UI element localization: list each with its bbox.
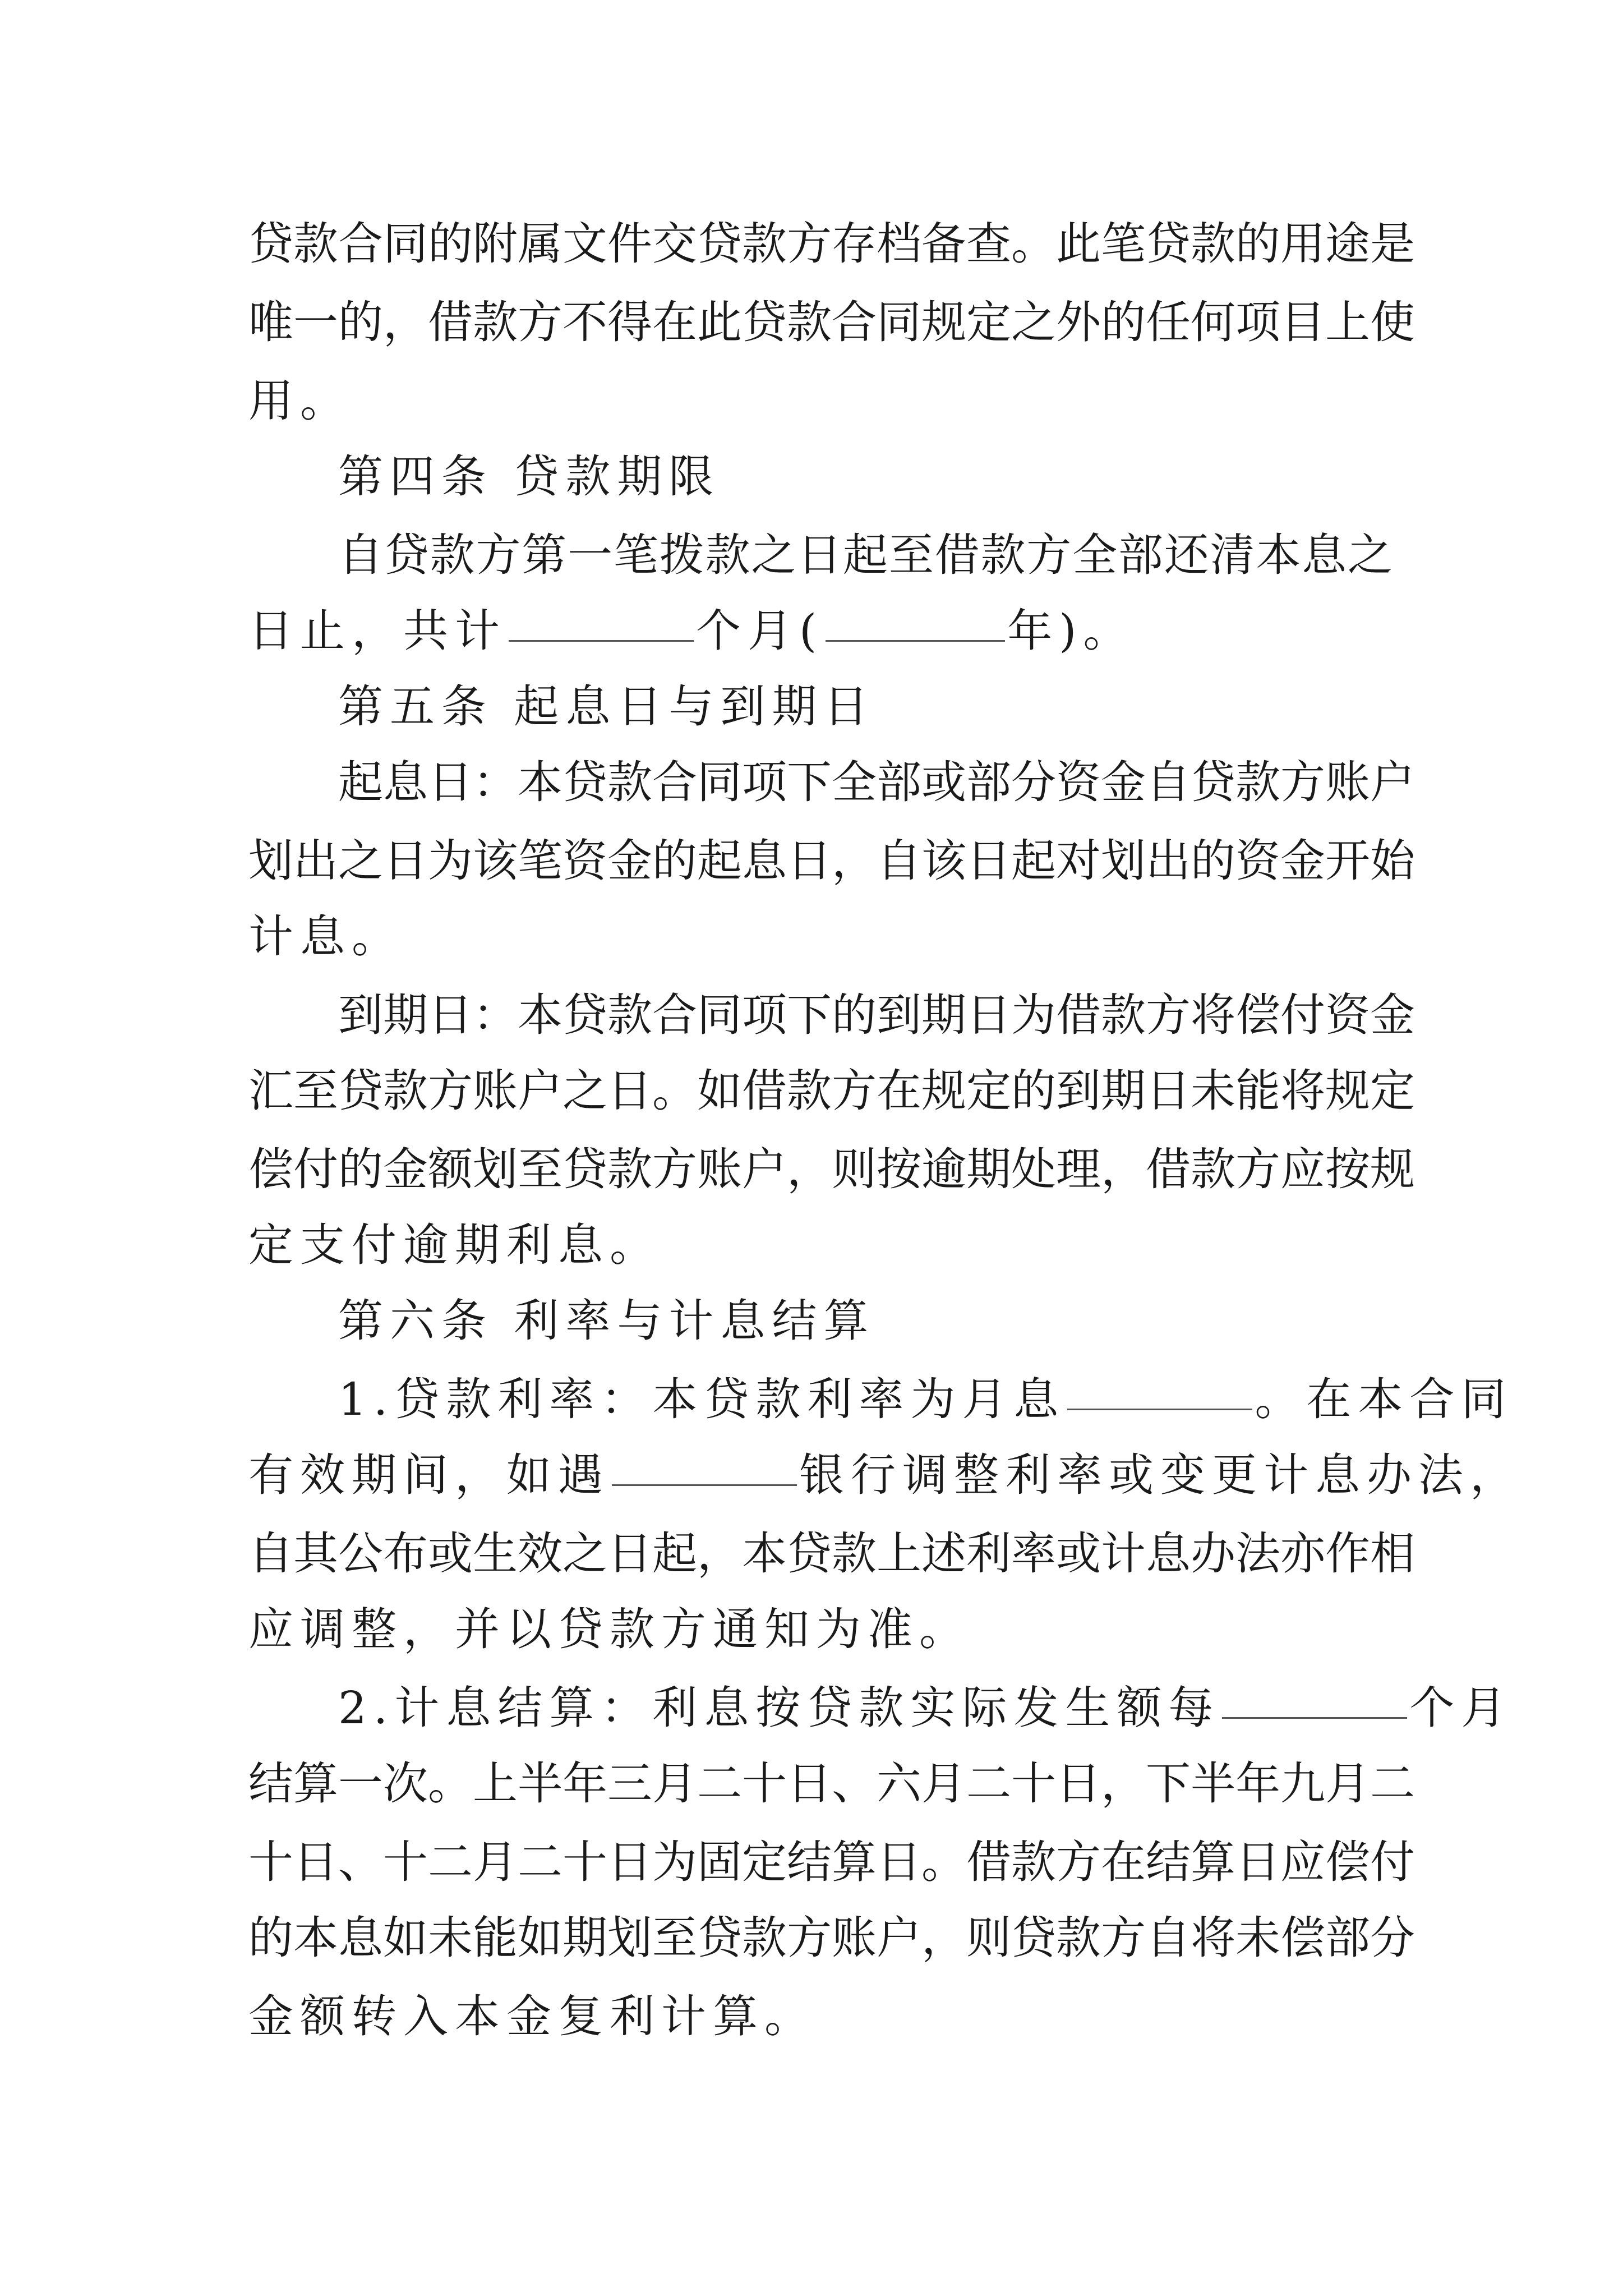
text-segment: 年)。 — [1007, 605, 1135, 657]
paragraph-line: 划出之日为该笔资金的起息日，自该日起对划出的资金开始 — [248, 835, 1415, 887]
paragraph-line: 金额转入本金复利计算。 — [248, 1990, 816, 2042]
paragraph-line: 十日、十二月二十日为固定结算日。借款方在结算日应偿付 — [248, 1836, 1415, 1888]
paragraph-line: 自其公布或生效之日起，本贷款上述利率或计息办法亦作相 — [248, 1527, 1415, 1580]
fill-in-blank-months[interactable] — [509, 639, 694, 642]
paragraph-line-with-blank — [248, 1436, 1521, 1515]
fill-in-blank-years[interactable] — [826, 639, 1005, 642]
paragraph-line: 定支付逾期利息。 — [248, 1219, 661, 1271]
text-segment: 有效期间，如遇 — [248, 1449, 610, 1501]
paragraph-line: 的本息如未能如期划至贷款方账户，则贷款方自将未偿部分 — [248, 1912, 1415, 1964]
section-heading-article-5: 第五条 起息日与到期日 — [338, 680, 875, 733]
fill-in-blank-monthly-interest[interactable] — [1067, 1408, 1252, 1410]
text-segment: 1.贷款利率：本贷款利率为月息 — [338, 1373, 1066, 1425]
text-segment: 。在本合同 — [1255, 1373, 1513, 1425]
fill-in-blank-bank[interactable] — [612, 1484, 797, 1486]
fill-in-blank-settlement-months[interactable] — [1222, 1717, 1407, 1719]
paragraph-line: 结算一次。上半年三月二十日、六月二十日，下半年九月二 — [248, 1757, 1415, 1810]
text-segment: 个月( — [696, 605, 824, 657]
paragraph-line: 贷款合同的附属文件交贷款方存档备查。此笔贷款的用途是 — [248, 218, 1415, 270]
paragraph-line-with-blank — [338, 1669, 1513, 1747]
paragraph-line: 汇至贷款方账户之日。如借款方在规定的到期日未能将规定 — [248, 1065, 1415, 1117]
paragraph-line: 到期日：本贷款合同项下的到期日为借款方将偿付资金 — [338, 989, 1415, 1041]
paragraph-line: 起息日：本贷款合同项下全部或部分资金自贷款方账户 — [338, 756, 1415, 808]
paragraph-line: 唯一的，借款方不得在此贷款合同规定之外的任何项目上使 — [248, 296, 1415, 348]
text-segment: 2.计息结算：利息按贷款实际发生额每 — [338, 1682, 1220, 1734]
paragraph-line: 自贷款方第一笔拨款之日起至借款方全部还清本息之 — [338, 529, 1393, 581]
section-heading-article-4: 第四条 贷款期限 — [338, 450, 721, 503]
paragraph-line-with-blank — [338, 1360, 1513, 1439]
paragraph-line: 计息。 — [248, 910, 403, 963]
paragraph-line: 偿付的金额划至贷款方账户，则按逾期处理，借款方应按规 — [248, 1143, 1415, 1195]
text-segment: 日止，共计 — [248, 605, 506, 657]
paragraph-line-with-blanks — [248, 592, 1393, 670]
section-heading-article-6: 第六条 利率与计息结算 — [338, 1295, 875, 1347]
text-segment: 个月 — [1409, 1682, 1513, 1734]
text-segment: 银行调整利率或变更计息办法， — [799, 1449, 1521, 1501]
paragraph-line: 应调整，并以贷款方通知为准。 — [248, 1603, 971, 1655]
paragraph-line: 用。 — [248, 375, 352, 427]
